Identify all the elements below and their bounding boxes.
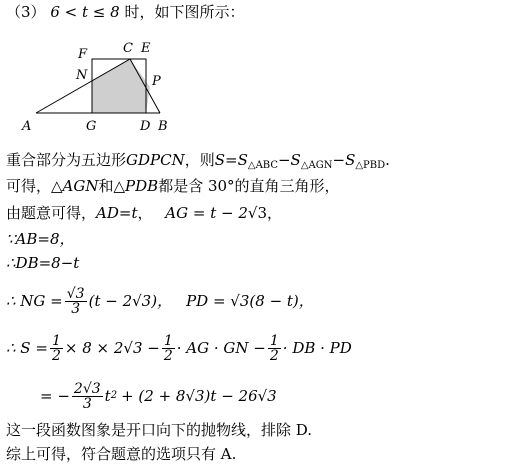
pentagon-name: GDPCN — [126, 151, 185, 169]
label-n: N — [76, 68, 88, 83]
label-d: D — [140, 119, 151, 134]
text-segment: −S — [277, 151, 301, 169]
line-parabola: 这一段函数图象是开口向下的抛物线，排除 D. — [6, 421, 313, 439]
fraction-numerator: 1 — [269, 332, 279, 349]
fraction — [162, 334, 175, 363]
fraction-denominator: 2 — [163, 347, 173, 364]
condition-suffix: 时，如下图所示： — [124, 3, 245, 21]
label-a: A — [22, 119, 32, 134]
label-p: P — [152, 74, 161, 89]
triangle-pdb: PDB — [125, 177, 159, 195]
geometry-figure — [18, 38, 178, 138]
label-f: F — [78, 47, 88, 62]
subscript: △AGN — [300, 160, 333, 171]
sqrt-three: √3 — [247, 204, 267, 222]
text-segment: ，则 — [184, 151, 215, 169]
subscript: △ABC — [247, 160, 278, 171]
text-segment: ∴ S = — [6, 339, 48, 357]
text-segment: = − — [40, 387, 70, 405]
fraction-numerator: 2√3 — [73, 380, 101, 397]
fraction — [268, 334, 281, 363]
text-segment: 都是含 30°的直角三角形， — [158, 177, 340, 195]
fraction — [50, 334, 63, 363]
text-segment: ∴ NG = — [6, 292, 63, 310]
line-ab: ∵AB=8， — [6, 230, 75, 248]
fraction-denominator: 2 — [51, 347, 61, 364]
fraction-numerator: 1 — [51, 332, 61, 349]
area-formula: S=S — [214, 151, 248, 169]
line-area-formula — [6, 329, 352, 367]
label-b: B — [158, 119, 168, 134]
subscript: △PBD — [355, 160, 386, 171]
superscript: 2 — [110, 390, 118, 401]
text-segment: . — [385, 151, 390, 169]
text-segment: + (2 + 8√3)t − 26√3 — [121, 387, 277, 405]
label-g: G — [86, 119, 97, 134]
fraction-numerator: √3 — [66, 285, 85, 302]
fraction-denominator: 3 — [71, 300, 81, 317]
condition-expression: 6 < t ≤ 8 — [50, 3, 120, 21]
text-segment: · AG · GN − — [176, 339, 266, 357]
line-conclusion: 综上可得，符合题意的选项只有 A. — [6, 445, 237, 463]
text-segment: 重合部分为五边形 — [6, 151, 127, 169]
text-segment: · DB · PD — [282, 339, 352, 357]
line-pentagon — [6, 150, 390, 176]
label-c: C — [123, 41, 133, 56]
line-triangles — [6, 176, 340, 196]
line-ad-ag — [6, 203, 282, 223]
text-segment: 和△ — [98, 177, 126, 195]
text-segment: ， — [267, 204, 283, 222]
shaded-pentagon — [92, 59, 150, 113]
label-e: E — [141, 41, 151, 56]
triangle-agn: AGN — [62, 177, 99, 195]
text-segment: × 8 × 2√3 − — [64, 339, 160, 357]
text-segment: (t − 2√3)， — [88, 292, 173, 310]
fraction-denominator: 2 — [269, 347, 279, 364]
fraction-numerator: 1 — [163, 332, 173, 349]
text-segment: −S — [332, 151, 356, 169]
line-ng-pd — [6, 283, 314, 319]
text-segment: ， — [137, 204, 153, 222]
text-segment: 由题意可得， — [6, 204, 97, 222]
ag-expression: AG = t − 2 — [165, 204, 248, 222]
text-segment: 可得，△ — [6, 177, 63, 195]
fraction-denominator: 3 — [82, 395, 92, 412]
fraction — [72, 382, 103, 411]
text-segment: t — [104, 387, 111, 405]
ad-expression: AD=t — [96, 204, 138, 222]
line-simplified — [40, 376, 277, 416]
part-number: （3） — [6, 3, 46, 21]
line-db: ∴DB=8−t — [6, 254, 80, 272]
fraction — [65, 287, 87, 316]
pd-expression: PD = √3(8 − t)， — [186, 292, 314, 310]
condition-line — [6, 2, 244, 22]
